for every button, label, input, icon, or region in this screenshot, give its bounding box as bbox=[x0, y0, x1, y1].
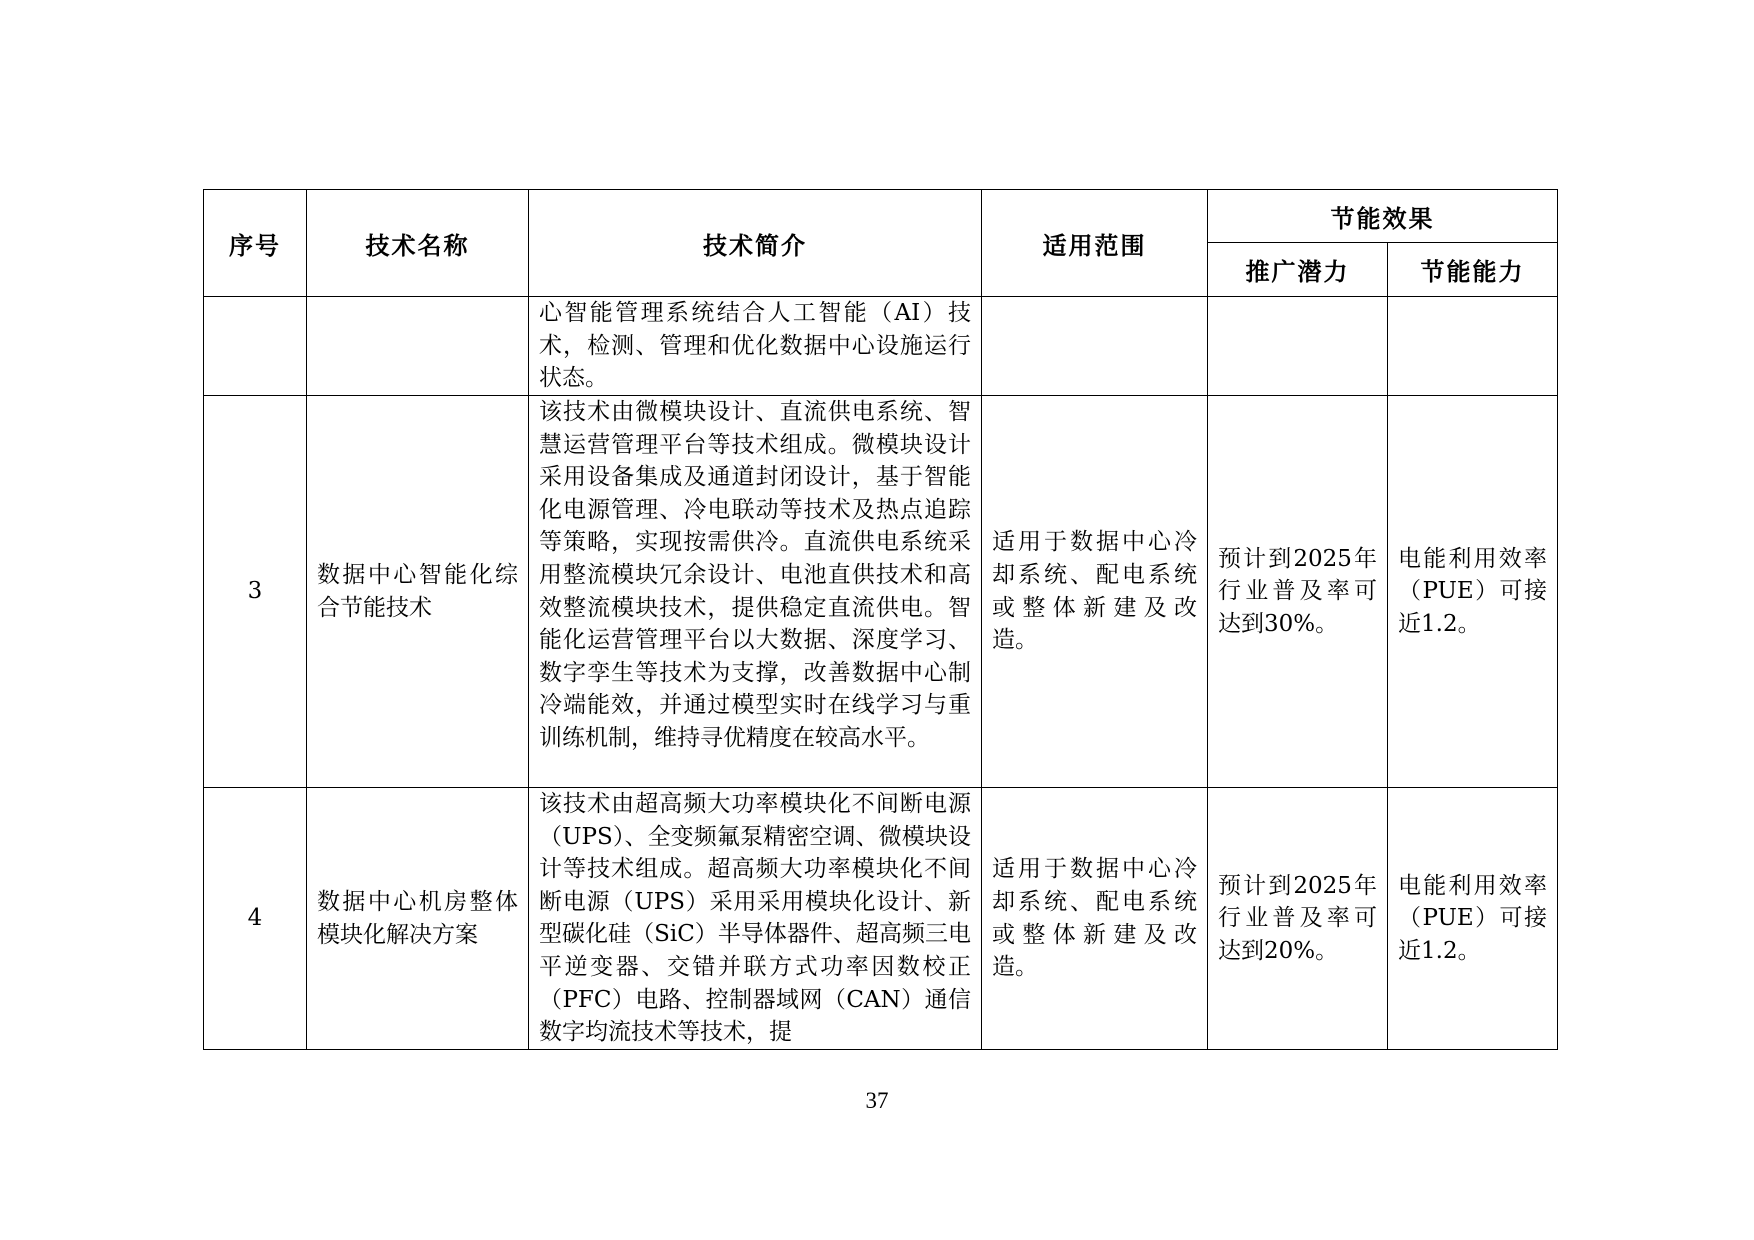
header-scope: 适用范围 bbox=[982, 190, 1208, 297]
cell-no bbox=[204, 297, 307, 396]
header-intro: 技术简介 bbox=[529, 190, 982, 297]
header-no: 序号 bbox=[204, 190, 307, 297]
cell-intro: 该技术由微模块设计、直流供电系统、智慧运营管理平台等技术组成。微模块设计采用设备集成及通道封闭设计，基于智能化电源管理、冷电联动等技术及热点追踪等策略，实现按需供冷。直流供电系统采用整流模块冗余设计、电池直供技术和高效整流模块技术，提供稳定直流供电。智能化运营管理平台以大数据、深度学习、数字孪生等技术为支撑，改善数据中心制冷端能效，并通过模型实时在线学习与重训练机制，维持寻优精度在较高水平。 bbox=[529, 396, 982, 788]
page-number: 37 bbox=[865, 1088, 889, 1113]
cell-name bbox=[307, 297, 529, 396]
table-row bbox=[204, 788, 1558, 1050]
header-effect: 节能效果 bbox=[1208, 190, 1558, 243]
cell-intro: 该技术由超高频大功率模块化不间断电源（UPS）、全变频氟泵精密空调、微模块设计等技术组成。超高频大功率模块化不间断电源（UPS）采用采用模块化设计、新型碳化硅（SiC）半导体器件、超高频三电平逆变器、交错并联方式功率因数校正（PFC）电路、控制器域网（CAN）通信数字均流技术等技术，提 bbox=[529, 788, 982, 1050]
cell-potential bbox=[1208, 297, 1388, 396]
header-potential: 推广潜力 bbox=[1208, 243, 1388, 297]
cell-scope bbox=[982, 297, 1208, 396]
cell-capacity bbox=[1388, 297, 1558, 396]
cell-scope: 适用于数据中心冷却系统、配电系统或整体新建及改造。 bbox=[982, 788, 1208, 1050]
cell-no: 4 bbox=[204, 788, 307, 1050]
cell-capacity: 电能利用效率（PUE）可接近1.2。 bbox=[1388, 396, 1558, 788]
header-name: 技术名称 bbox=[307, 190, 529, 297]
cell-scope: 适用于数据中心冷却系统、配电系统或整体新建及改造。 bbox=[982, 396, 1208, 788]
technology-table bbox=[203, 189, 1558, 1050]
cell-name: 数据中心机房整体模块化解决方案 bbox=[307, 788, 529, 1050]
cell-potential: 预计到2025年行业普及率可达到30%。 bbox=[1208, 396, 1388, 788]
cell-capacity: 电能利用效率（PUE）可接近1.2。 bbox=[1388, 788, 1558, 1050]
header-capacity: 节能能力 bbox=[1388, 243, 1558, 297]
cell-name: 数据中心智能化综合节能技术 bbox=[307, 396, 529, 788]
cell-intro: 心智能管理系统结合人工智能（AI）技术，检测、管理和优化数据中心设施运行状态。 bbox=[529, 297, 982, 396]
table-row bbox=[204, 396, 1558, 788]
cell-no: 3 bbox=[204, 396, 307, 788]
table-row bbox=[204, 297, 1558, 396]
cell-potential: 预计到2025年行业普及率可达到20%。 bbox=[1208, 788, 1388, 1050]
